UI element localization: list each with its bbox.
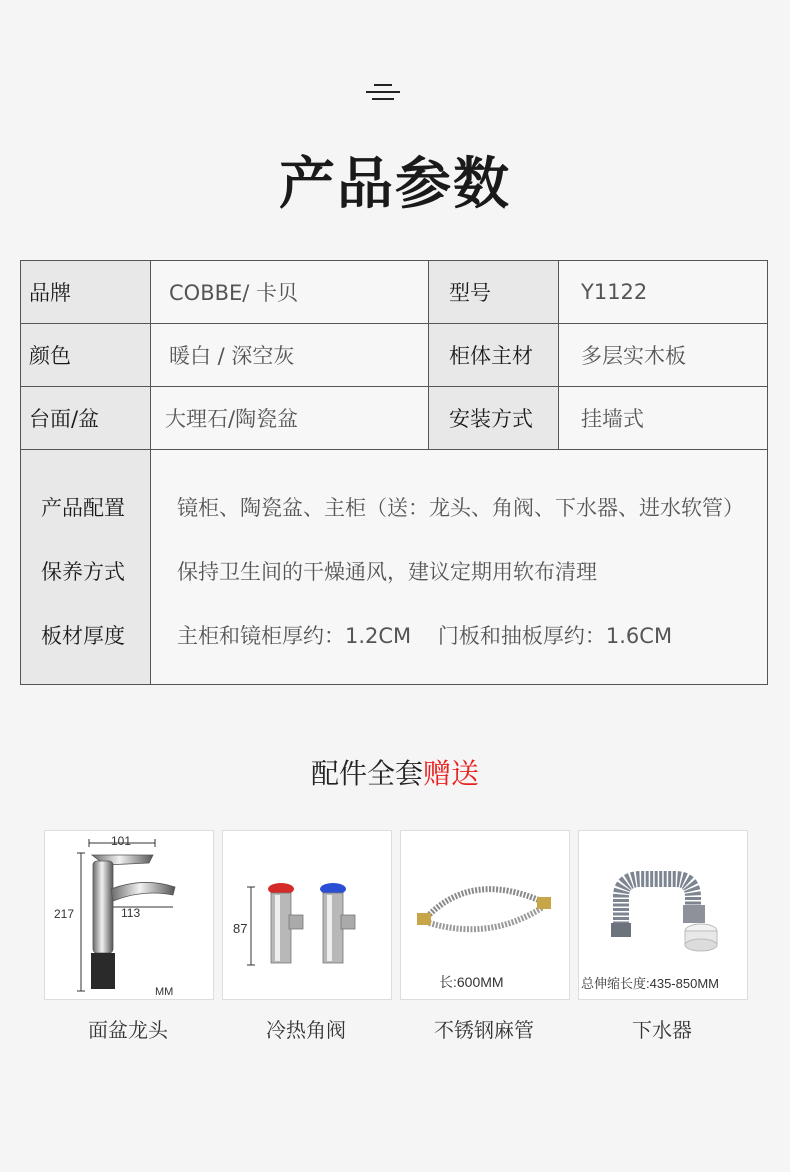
drain-length-caption: 总伸缩长度:435-850MM <box>581 976 719 991</box>
table-row-details <box>21 450 768 685</box>
details-labels <box>21 450 151 685</box>
menu-lines-icon <box>366 82 400 104</box>
accessory-label-drain: 下水器 <box>632 1018 692 1042</box>
faucet-height-dim: 217 <box>54 907 75 921</box>
accessory-label-faucet: 面盆龙头 <box>88 1018 168 1042</box>
accessory-card-hose <box>400 830 570 1000</box>
spec-label-model: 型号 <box>429 261 559 324</box>
braided-hose-icon <box>401 831 569 999</box>
spec-label-configuration: 产品配置 <box>41 496 125 520</box>
spec-value-configuration: 镜柜、陶瓷盆、主柜（送：龙头、角阀、下水器、进水软管） <box>177 496 744 520</box>
accessory-card-drain <box>578 830 748 1000</box>
spec-value-installation: 挂墙式 <box>559 387 768 450</box>
spec-value-material: 多层实木板 <box>559 324 768 387</box>
spec-label-material: 柜体主材 <box>429 324 559 387</box>
spec-value-brand: COBBE/ 卡贝 <box>151 261 429 324</box>
table-row <box>21 324 768 387</box>
spec-table <box>20 260 768 685</box>
angle-valve-icon <box>223 831 391 999</box>
accessory-label-angle-valve: 冷热角阀 <box>266 1018 346 1042</box>
accessories-heading-prefix: 配件全套 <box>310 757 423 790</box>
spec-label-maintenance: 保养方式 <box>41 560 125 584</box>
spec-value-countertop: 大理石/陶瓷盆 <box>151 387 429 450</box>
details-values <box>151 450 768 685</box>
accessory-label-hose: 不锈钢麻管 <box>434 1018 534 1042</box>
accessories-heading-highlight: 赠送 <box>423 757 480 790</box>
spec-value-maintenance: 保持卫生间的干燥通风，建议定期用软布清理 <box>177 560 597 584</box>
hose-length-caption: 长:600MM <box>439 974 504 990</box>
spec-value-thickness: 主柜和镜柜厚约：1.2CM 门板和抽板厚约：1.6CM <box>177 624 673 648</box>
faucet-spout-dim: 113 <box>121 906 141 920</box>
drain-icon <box>579 831 747 999</box>
spec-label-color: 颜色 <box>21 324 151 387</box>
spec-value-color: 暖白 / 深空灰 <box>151 324 429 387</box>
spec-label-installation: 安装方式 <box>429 387 559 450</box>
spec-label-thickness: 板材厚度 <box>41 624 125 648</box>
faucet-icon <box>45 831 213 999</box>
page-title: 产品参数 <box>279 152 511 217</box>
table-row <box>21 387 768 450</box>
spec-label-brand: 品牌 <box>21 261 151 324</box>
spec-label-countertop: 台面/盆 <box>21 387 151 450</box>
spec-value-model: Y1122 <box>559 261 768 324</box>
faucet-width-dim: 101 <box>111 834 132 848</box>
valve-height-dim: 87 <box>233 921 248 936</box>
accessory-card-angle-valve <box>222 830 392 1000</box>
table-row <box>21 261 768 324</box>
faucet-unit: MM <box>155 986 174 998</box>
accessory-card-faucet <box>44 830 214 1000</box>
accessories-heading <box>0 752 790 792</box>
